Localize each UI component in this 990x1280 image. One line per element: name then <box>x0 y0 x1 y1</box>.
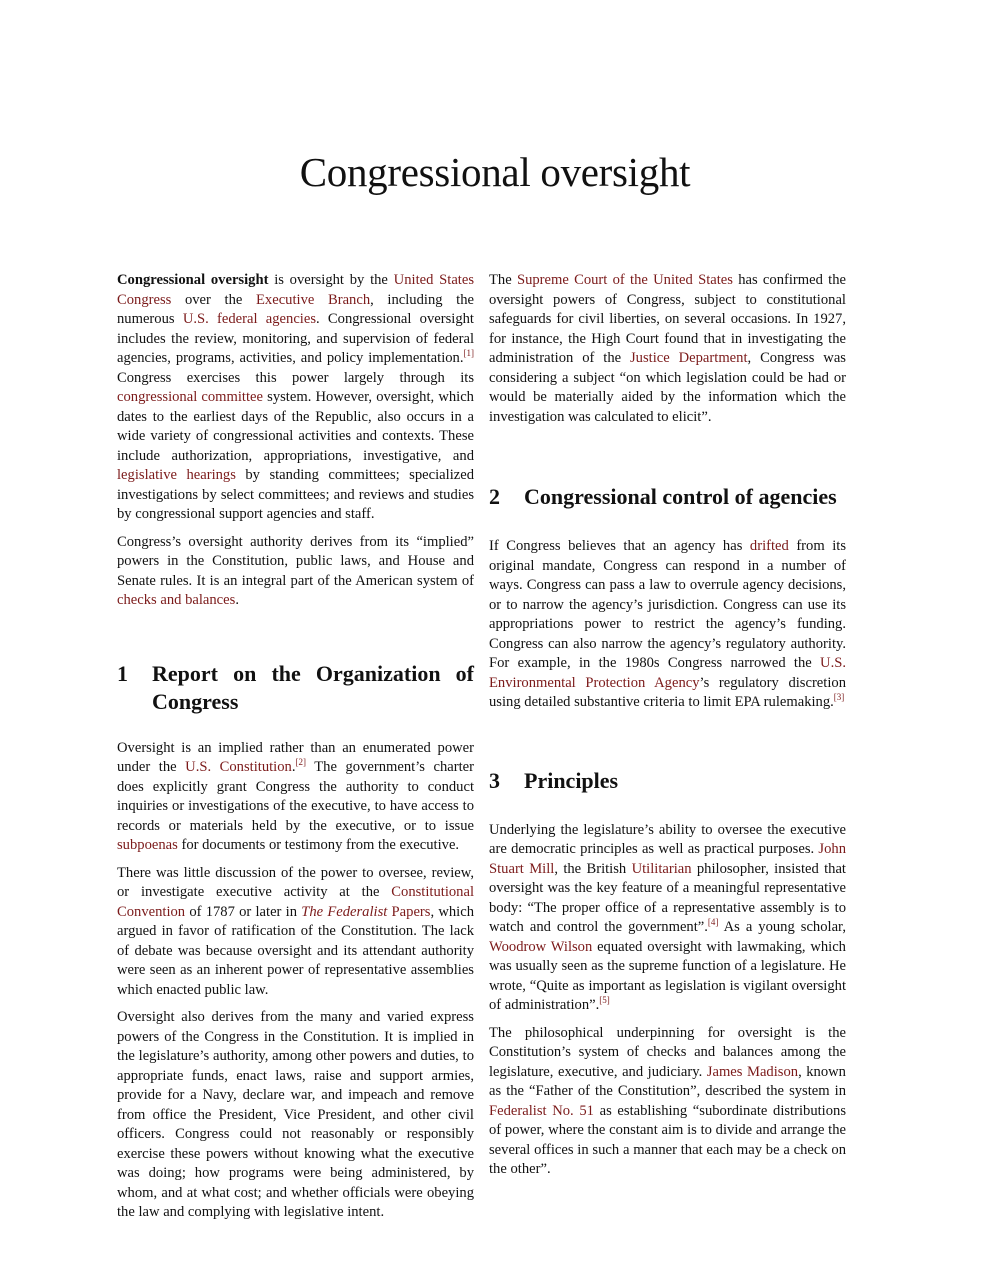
citation-5[interactable]: [5] <box>599 995 610 1006</box>
link-woodrow-wilson[interactable]: Woodrow Wilson <box>489 938 593 955</box>
link-checks-and-balances[interactable]: checks and balances <box>117 592 236 608</box>
section-heading-2 <box>489 483 846 511</box>
lead-term: Congressional oversight <box>117 272 269 288</box>
link-james-madison[interactable]: James Madison <box>706 1063 799 1080</box>
text: equated oversight with lawmaking, which was usually seen as the supreme function of a legislature. He wrote, “Quite as important as legislation is vigilant oversight of administration”. <box>489 938 846 1013</box>
section-1-paragraph-1 <box>117 739 474 856</box>
text: . <box>291 759 296 775</box>
text: from its original mandate, Congress can respond in a number of ways. Congress can pass a law to overrule agency decisions, or to narrow the agency’s jurisdiction. Congress can use its appropriations power to restrict the agency’s funding. Congress can also narrow the agency’s regulatory authority. For example, in the 1980s Congress narrowed the <box>489 538 846 671</box>
link-supreme-court[interactable]: Supreme Court of the United States <box>516 272 733 288</box>
link-subpoenas[interactable]: subpoenas <box>117 837 178 853</box>
citation-4[interactable]: [4] <box>707 917 719 928</box>
text: , known as the “Father of the Constitution”, described the system in <box>489 1063 846 1099</box>
intro-paragraph <box>117 271 474 525</box>
intro-paragraph-2 <box>117 533 474 611</box>
link-federalist-51[interactable]: Federalist No. 51 <box>489 1102 594 1119</box>
text: has confirmed the oversight powers of Congress, subject to constitutional safeguards for civil liberties, on several occasions. In 1927, for instance, the High Court found that in investigating the administration of the <box>489 272 846 366</box>
link-constitutional-convention[interactable]: Constitutional Convention <box>117 884 474 920</box>
section-number: 3 <box>489 767 500 793</box>
text: Oversight is an implied rather than an enumerated power under the <box>117 739 474 775</box>
link-us-federal-agencies[interactable]: U.S. federal agencies <box>182 311 317 327</box>
text: . Congressional oversight includes the review, monitoring, and supervision of federal agencies, programs, activities, and policy implementation. <box>117 311 474 366</box>
text: system. However, oversight, which dates to the earliest days of the Republic, also occurs in a wide variety of congressional activities and contexts. These include authorization, appropriations, investigative, and <box>117 389 474 464</box>
text: Congress exercises this power largely through its <box>117 369 474 386</box>
link-justice-department[interactable]: Justice Department <box>630 350 748 366</box>
text: The <box>489 272 517 288</box>
text: As a young scholar, <box>718 919 846 935</box>
link-united-states-congress[interactable]: United States Congress <box>117 272 475 308</box>
link-drifted[interactable]: drifted <box>749 538 789 554</box>
section-heading-3 <box>489 767 846 795</box>
text: , which argued in favor of ratification of the Constitution. The lack of debate was because oversight and its attendant authority were seen as an inherent power of representative assemblies which enacted public law. <box>117 903 475 998</box>
text: philosopher, insisted that oversight was the key feature of a meaningful representative body: “The proper office of a representative assembly is to watch and control the government”. <box>489 860 846 935</box>
text: ’s regulatory discretion using detailed substantive criteria to limit EPA rulemaking. <box>489 674 846 710</box>
section-2-paragraph-1 <box>489 537 846 713</box>
right-column <box>489 271 846 1188</box>
text: , the British <box>554 860 632 877</box>
link-legislative-hearings[interactable]: legislative hearings <box>117 467 236 483</box>
left-column <box>117 271 474 1231</box>
link-john-stuart-mill[interactable]: John Stuart Mill <box>489 841 846 877</box>
text: over the <box>171 291 256 308</box>
citation-3[interactable]: [3] <box>833 692 845 703</box>
text: Congress’s oversight authority derives from its “implied” powers in the Constitution, public laws, and House and Senate rules. It is an integral part of the American system of <box>117 533 474 589</box>
section-3-paragraph-2 <box>489 1024 846 1180</box>
link-the-federalist[interactable]: The Federalist Papers <box>301 903 431 920</box>
section-1-paragraph-4 <box>489 271 846 427</box>
link-us-constitution[interactable]: U.S. Constitution <box>185 759 292 775</box>
section-1-paragraph-3: Oversight also derives from the many and varied express powers of the Congress in the Constitution. It is implied in the legislature’s authority, among other powers and duties, to appropriate funds, enact laws, raise and support armies, provide for a Navy, declare war, and impeach and remove from office the President, Vice President, and other civil officers. Congress could not reasonably or responsibly exercise these powers without knowing what the executive was doing; how programs were being administered, by whom, and at what cost; and whether officials were obeying the law and complying with legislative intent. <box>117 1009 474 1220</box>
text: by standing committees; specialized investigations by select committees; and reviews and studies by congressional support agencies and staff. <box>117 467 475 522</box>
citation-2[interactable]: [2] <box>295 757 306 768</box>
link-congressional-committee[interactable]: congressional committee <box>117 389 263 405</box>
text: Underlying the legislature’s ability to oversee the executive are democratic principles as well as practical purposes. <box>489 821 846 857</box>
section-number: 1 <box>117 660 128 686</box>
text: as establishing “subordinate distributions of power, where the constant aim is to divide and arrange the several offices in such a manner that each may be a check on the other”. <box>489 1102 846 1177</box>
page-title: Congressional oversight <box>299 149 691 195</box>
text: The government’s charter does explicitly grant Congress the authority to conduct inquiries or investigations of the executive, to have access to records or materials held by the executive, or to issue <box>117 759 474 834</box>
citation-1[interactable]: [1] <box>463 348 474 359</box>
section-title: Principles <box>524 767 619 793</box>
text: is oversight by the <box>268 272 394 288</box>
section-number: 2 <box>489 484 500 509</box>
section-3-paragraph-1 <box>489 821 846 1016</box>
text: , including the numerous <box>117 291 474 327</box>
section-1-paragraph-2 <box>117 864 474 1001</box>
text: , Congress was considering a subject “on which legislation could be had or would be materially aided by the information which the investigation was calculated to elicit”. <box>489 350 846 425</box>
text: There was little discussion of the power to oversee, review, or investigate executive activity at the <box>117 864 474 900</box>
text: for documents or testimony from the executive. <box>177 837 460 853</box>
text: If Congress believes that an agency has <box>489 538 750 554</box>
link-executive-branch[interactable]: Executive Branch <box>256 291 371 308</box>
link-utilitarian[interactable]: Utilitarian <box>631 860 692 877</box>
section-title: Congressional control of agencies <box>524 484 837 509</box>
section-title: Report on the Organization of Congress <box>152 660 474 714</box>
section-heading-1 <box>117 660 474 716</box>
text: . <box>235 592 239 608</box>
text: The philosophical underpinning for oversight is the Constitution’s system of checks and balances among the legislature, executive, and judiciary. <box>489 1024 846 1080</box>
link-epa[interactable]: U.S. Environmental Protection Agency <box>489 655 846 691</box>
text: of 1787 or later in <box>185 903 302 920</box>
